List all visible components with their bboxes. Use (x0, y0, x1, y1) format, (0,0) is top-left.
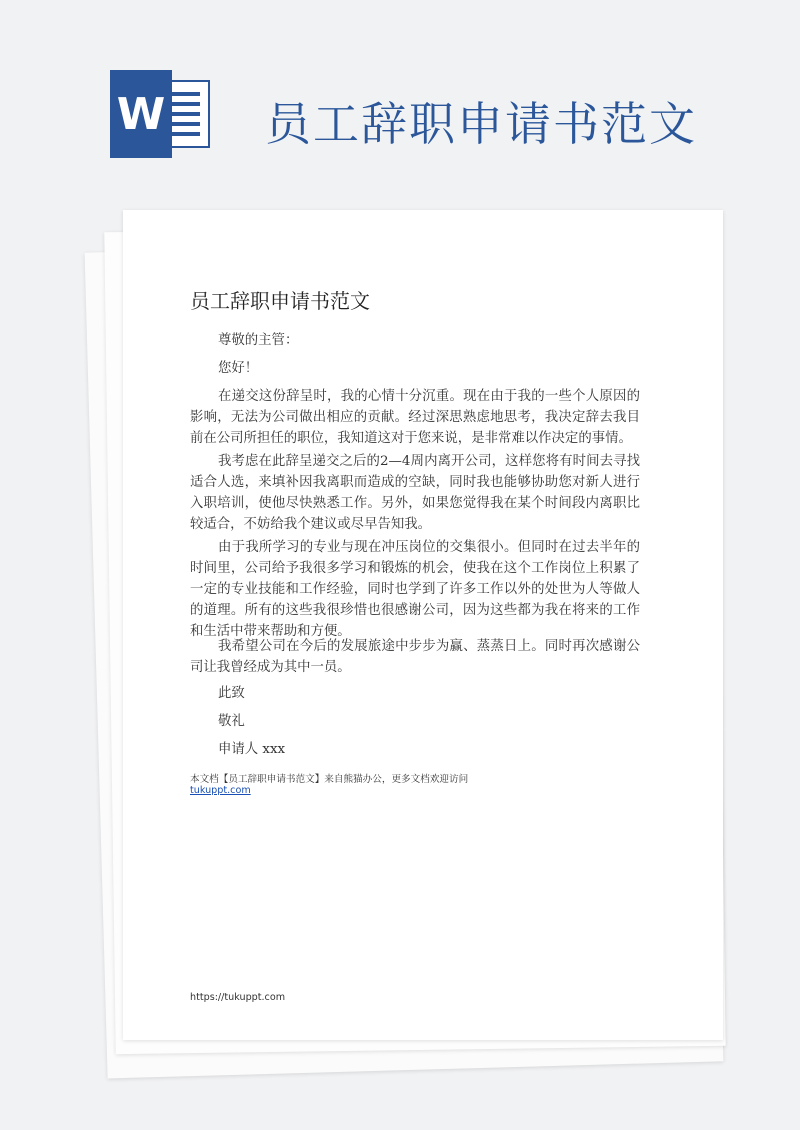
paragraph-3: 由于我所学习的专业与现在冲压岗位的交集很小。但同时在过去半年的时间里，公司给予我很多学习和锻炼的机会，使我在这个工作岗位上积累了一定的专业技能和工作经验，同时也学到了许多工作以外的处世为人等做人的道理。所有的这些我很珍惜也很感谢公司，因为这些都为我在将来的工作和生活中带来帮助和方便。 (190, 540, 640, 639)
closing-line-1: 此致 (218, 686, 245, 701)
bottom-url: https://tukuppt.com (190, 992, 286, 1003)
word-logo-icon (110, 70, 210, 158)
word-letter: W (110, 70, 172, 158)
closing-line-2: 敬礼 (218, 714, 245, 729)
footer-link[interactable]: tukuppt.com (190, 785, 251, 796)
footer-note: 本文档【员工辞职申请书范文】来自熊猫办公，更多文档欢迎访问 (190, 774, 469, 785)
paragraph-1: 在递交这份辞呈时，我的心情十分沉重。现在由于我的一些个人原因的影响，无法为公司做出相应的贡献。经过深思熟虑地思考，我决定辞去我目前在公司所担任的职位，我知道这对于您来说，是非常难以作决定的事情。 (190, 389, 640, 446)
banner-title: 员工辞职申请书范文 (265, 97, 697, 151)
document-title: 员工辞职申请书范文 (190, 289, 370, 313)
signature: 申请人 xxx (218, 742, 286, 757)
greeting: 您好！ (218, 361, 259, 376)
paragraph-2: 我考虑在此辞呈递交之后的2—4周内离开公司，这样您将有时间去寻找适合人选，来填补因我离职而造成的空缺，同时我也能够协助您对新人进行入职培训，使他尽快熟悉工作。另外，如果您觉得我在某个时间段内离职比较适合，不妨给我个建议或尽早告知我。 (190, 454, 640, 532)
paragraph-4: 我希望公司在今后的发展旅途中步步为赢、蒸蒸日上。同时再次感谢公司让我曾经成为其中一员。 (190, 639, 640, 675)
salutation: 尊敬的主管： (218, 333, 299, 348)
